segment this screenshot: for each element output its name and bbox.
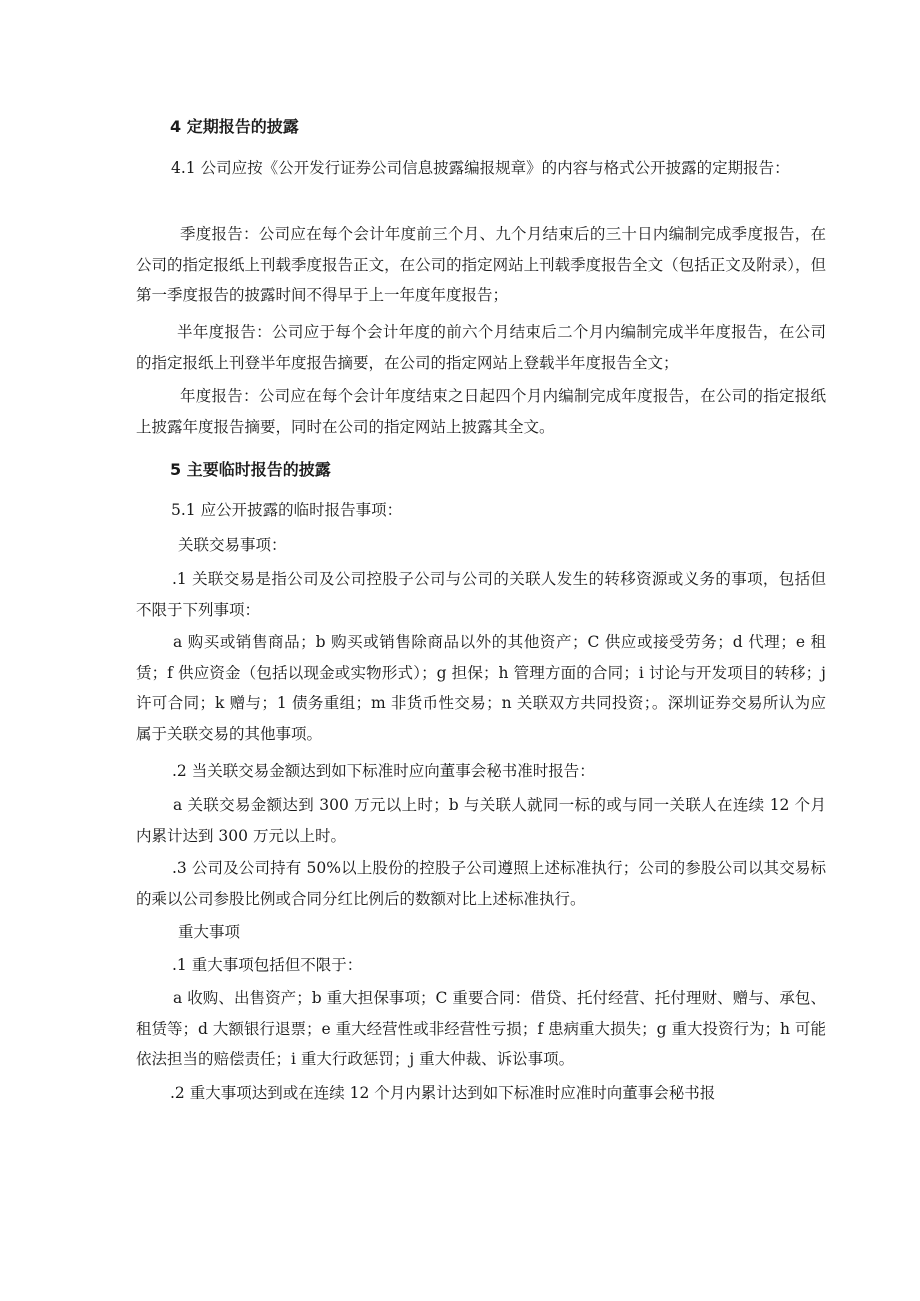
paragraph-annual-report: 年度报告：公司应在每个会计年度结束之日起四个月内编制完成年度报告，在公司的指定报纸上披露年度报告摘要，同时在公司的指定网站上披露其全文。 — [136, 387, 826, 436]
paragraph-related-items-list: a 购买或销售商品；b 购买或销售除商品以外的其他资产；C 供应或接受劳务；d 代理；e 租赁；f 供应资金（包括以现金或实物形式）；g 担保；h 管理方面的合同；i 讨论与开发项目的转移；j 许可合同；k 赠与；1 债务重组；m 非货币性交易；n 关联双方共同投资；。深圳证券交易所认为应属于关联交易的其他事项。 — [136, 633, 826, 743]
paragraph-related-thresholds: a 关联交易金额达到 300 万元以上时；b 与关联人就同一标的或与同一关联人在连续 12 个月内累计达到 300 万元以上时。 — [136, 796, 826, 845]
paragraph-5-1: 5.1 应公开披露的临时报告事项： — [171, 501, 403, 519]
paragraph-related-1: .1 关联交易是指公司及公司控股子公司与公司的关联人发生的转移资源或义务的事项，包括但不限于下列事项： — [136, 570, 826, 619]
section-4-heading: 4 定期报告的披露 — [170, 117, 299, 136]
subheading-related-transactions: 关联交易事项： — [178, 536, 287, 554]
subheading-major-events: 重大事项 — [178, 923, 241, 941]
section-5-heading: 5 主要临时报告的披露 — [170, 460, 331, 479]
paragraph-major-1: .1 重大事项包括但不限于： — [172, 956, 363, 974]
paragraph-major-2: .2 重大事项达到或在连续 12 个月内累计达到如下标准时应准时向董事会秘书报 — [170, 1084, 716, 1102]
paragraph-4-1: 4.1 公司应按《公开发行证券公司信息披露编报规章》的内容与格式公开披露的定期报告： — [171, 159, 790, 177]
paragraph-quarterly-report: 季度报告：公司应在每个会计年度前三个月、九个月结束后的三十日内编制完成季度报告，在公司的指定报纸上刊载季度报告正文，在公司的指定网站上刊载季度报告全文（包括正文及附录），但第一季度报告的披露时间不得早于上一年度年度报告； — [136, 225, 826, 304]
paragraph-major-items-list: a 收购、出售资产；b 重大担保事项；C 重要合同：借贷、托付经营、托付理财、赠与、承包、租赁等；d 大额银行退票；e 重大经营性或非经营性亏损；f 患病重大损失；g 重大投资行为；h 可能依法担当的赔偿责任；i 重大行政惩罚；j 重大仲裁、诉讼事项。 — [136, 989, 826, 1068]
paragraph-related-2: .2 当关联交易金额达到如下标准时应向董事会秘书准时报告： — [172, 762, 595, 780]
paragraph-half-year-report: 半年度报告：公司应于每个会计年度的前六个月结束后二个月内编制完成半年度报告，在公司的指定报纸上刊登半年度报告摘要，在公司的指定网站上登载半年度报告全文； — [136, 323, 826, 372]
paragraph-related-3: .3 公司及公司持有 50%以上股份的控股子公司遵照上述标准执行；公司的参股公司以其交易标的乘以公司参股比例或合同分红比例后的数额对比上述标准执行。 — [136, 859, 826, 908]
